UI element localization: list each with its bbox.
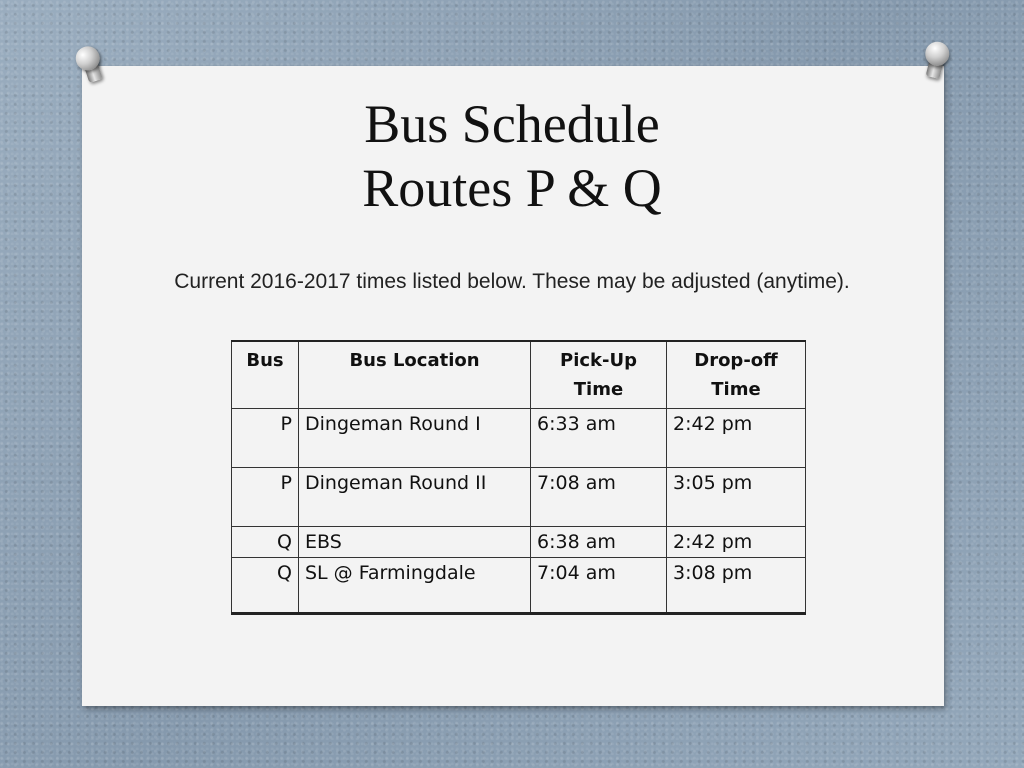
cell-location: SL @ Farmingdale: [299, 558, 531, 614]
header-bus-location: Bus Location: [299, 341, 531, 409]
slide-title: [0, 92, 1024, 220]
cell-pickup: 6:33 am: [531, 409, 667, 468]
cell-bus: Q: [232, 558, 299, 614]
cell-dropoff: 3:08 pm: [667, 558, 806, 614]
cell-bus: Q: [232, 527, 299, 558]
header-dropoff-time: Drop-off Time: [667, 341, 806, 409]
pushpin-icon: [922, 39, 954, 71]
table-row: [232, 527, 806, 558]
cell-pickup: 6:38 am: [531, 527, 667, 558]
header-pickup-time: Pick-Up Time: [531, 341, 667, 409]
title-line-2: Routes P & Q: [362, 158, 662, 218]
cell-dropoff: 3:05 pm: [667, 468, 806, 527]
cell-dropoff: 2:42 pm: [667, 409, 806, 468]
bus-schedule-table: [231, 340, 806, 615]
table-row: [232, 468, 806, 527]
header-bus: Bus: [232, 341, 299, 409]
title-line-1: Bus Schedule: [364, 94, 660, 154]
cell-dropoff: 2:42 pm: [667, 527, 806, 558]
cell-location: EBS: [299, 527, 531, 558]
cell-bus: P: [232, 409, 299, 468]
cell-location: Dingeman Round I: [299, 409, 531, 468]
cell-location: Dingeman Round II: [299, 468, 531, 527]
cell-bus: P: [232, 468, 299, 527]
table-row: [232, 558, 806, 614]
cell-pickup: 7:04 am: [531, 558, 667, 614]
table-header-row: [232, 341, 806, 409]
cell-pickup: 7:08 am: [531, 468, 667, 527]
slide-subtitle: Current 2016-2017 times listed below. These may be adjusted (anytime).: [174, 270, 850, 293]
table-row: [232, 409, 806, 468]
